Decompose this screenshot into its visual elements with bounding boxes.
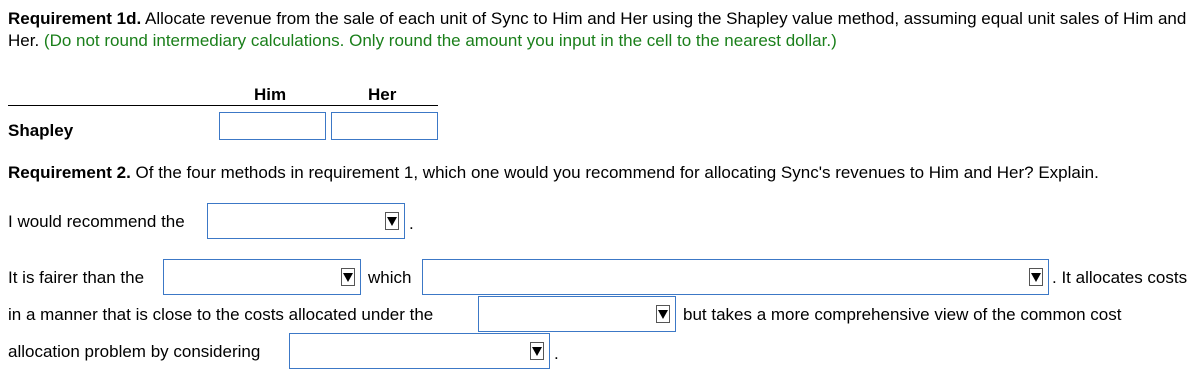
which-reason-select[interactable]	[422, 259, 1049, 295]
recommend-period: .	[409, 214, 414, 233]
requirement-2-body: Of the four methods in requirement 1, which one would you recommend for allocating Sync's revenues to Him and Her? Explain.	[130, 163, 1099, 182]
shapley-her-input[interactable]	[331, 112, 438, 140]
considering-select[interactable]	[289, 333, 550, 369]
dropdown-arrow-icon[interactable]	[1029, 268, 1043, 286]
costs-allocated-method-select[interactable]	[478, 296, 676, 332]
dropdown-arrow-icon[interactable]	[656, 305, 670, 323]
considering-label: allocation problem by considering	[8, 342, 261, 361]
manner-label: in a manner that is close to the costs allocated under the	[8, 305, 434, 324]
column-header-him: Him	[254, 85, 287, 104]
requirement-1d-heading: Requirement 1d.	[8, 9, 142, 28]
comprehensive-label: but takes a more comprehensive view of the common cost	[683, 305, 1122, 324]
requirement-1d-text	[8, 8, 1198, 52]
requirement-2-text	[8, 163, 1099, 183]
fairer-than-method-select[interactable]	[163, 259, 361, 295]
column-header-her: Her	[368, 85, 397, 104]
dropdown-arrow-icon[interactable]	[341, 268, 355, 286]
allocates-label: . It allocates costs	[1052, 268, 1188, 287]
table-header-rule	[8, 105, 438, 106]
requirement-1d-body: Allocate revenue from the sale of each unit of Sync to Him and Her using the Shapley value method, assuming equal unit sales of Him and Her.	[8, 9, 1187, 50]
requirement-1d-note: (Do not round intermediary calculations. Only round the amount you input in the cell to the nearest dollar.)	[39, 31, 837, 50]
dropdown-arrow-icon[interactable]	[385, 212, 399, 230]
fairer-label: It is fairer than the	[8, 268, 145, 287]
final-period: .	[554, 344, 559, 363]
row-label-shapley: Shapley	[8, 121, 74, 140]
which-label: which	[368, 268, 412, 287]
dropdown-arrow-icon[interactable]	[530, 342, 544, 360]
requirement-2-heading: Requirement 2.	[8, 163, 131, 182]
shapley-him-input[interactable]	[219, 112, 326, 140]
recommend-label: I would recommend the	[8, 212, 185, 231]
recommend-method-select[interactable]	[207, 203, 405, 239]
